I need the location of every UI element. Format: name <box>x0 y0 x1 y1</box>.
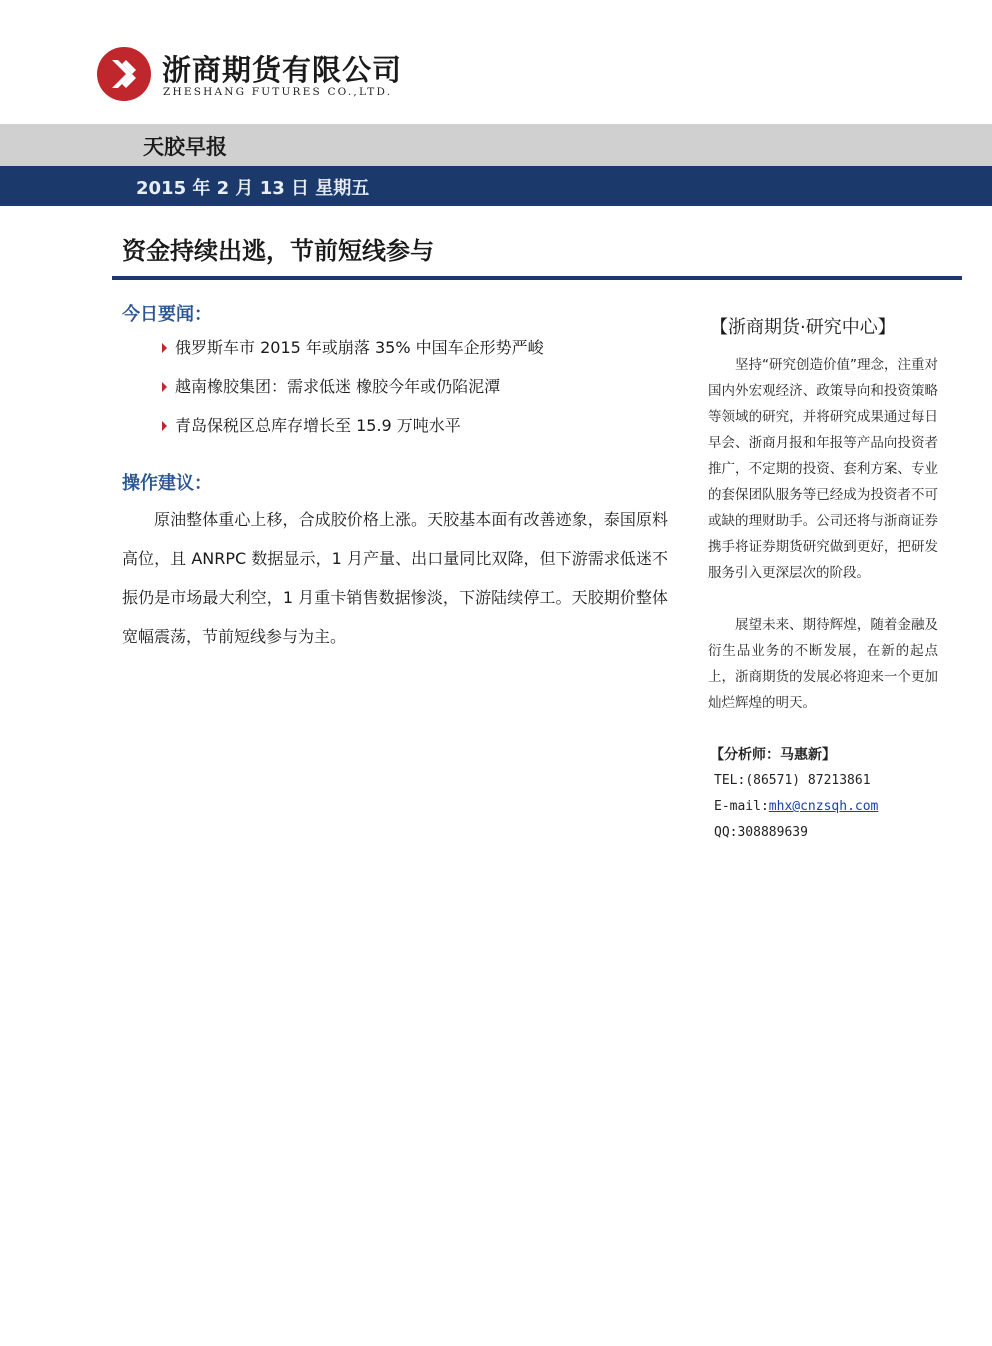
report-date: 2015 年 2 月 13 日 星期五 <box>136 178 370 199</box>
email-label: E-mail: <box>714 799 769 814</box>
news-item-text: 青岛保税区总库存增长至 15.9 万吨水平 <box>175 416 461 435</box>
bullet-arrow-icon <box>162 382 167 392</box>
page-title: 资金持续出逃，节前短线参与 <box>122 237 434 265</box>
company-name-en: ZHESHANG FUTURES CO.,LTD. <box>163 86 393 98</box>
headline-divider <box>112 276 962 280</box>
qq-value: 308889639 <box>737 825 808 840</box>
email-link[interactable]: mhx@cnzsqh.com <box>768 799 879 814</box>
tel-value: (86571) 87213861 <box>745 773 871 788</box>
bullet-arrow-icon <box>162 343 167 353</box>
qq-label: QQ: <box>714 825 738 840</box>
tel-label: TEL: <box>714 773 746 788</box>
news-item-text: 越南橡胶集团：需求低迷 橡胶今年或仍陷泥潭 <box>175 377 501 396</box>
contact-qq <box>714 825 808 840</box>
advice-paragraph: 原油整体重心上移，合成胶价格上涨。天胶基本面有改善迹象，泰国原料高位，且 ANRPC 数据显示，1 月产量、出口量同比双降，但下游需求低迷不振仍是市场最大利空，1 月重卡销售数据惨淡，下游陆续停工。天胶期价整体宽幅震荡，节前短线参与为主。 <box>122 510 668 646</box>
analyst-name: 【分析师：马惠新】 <box>710 747 836 763</box>
bullet-arrow-icon <box>162 421 167 431</box>
contact-email <box>714 799 878 814</box>
advice-section-title: 操作建议： <box>122 473 212 494</box>
zheshang-logo-icon <box>96 46 152 102</box>
news-section-title: 今日要闻： <box>122 304 212 325</box>
report-type: 天胶早报 <box>143 135 227 159</box>
list-item <box>162 413 461 436</box>
list-item <box>162 374 500 397</box>
news-item-text: 俄罗斯车市 2015 年或崩落 35% 中国车企形势严峻 <box>175 338 544 357</box>
research-center-title: 【浙商期货·研究中心】 <box>710 317 896 338</box>
intro-paragraph: 展望未来、期待辉煌，随着金融及衍生品业务的不断发展，在新的起点上，浙商期货的发展必将迎来一个更加灿烂辉煌的明天。 <box>708 617 938 711</box>
list-item <box>162 335 544 358</box>
intro-paragraph: 坚持“研究创造价值”理念，注重对国内外宏观经济、政策导向和投资策略等领域的研究，并将研究成果通过每日早会、浙商月报和年报等产品向投资者推广，不定期的投资、套利方案、专业的套保团队服务等已经成为投资者不可或缺的理财助手。公司还将与浙商证券携手将证券期货研究做到更好，把研发服务引入更深层次的阶段。 <box>708 357 938 581</box>
contact-tel <box>714 773 871 788</box>
company-name: 浙商期货有限公司 <box>162 53 403 87</box>
